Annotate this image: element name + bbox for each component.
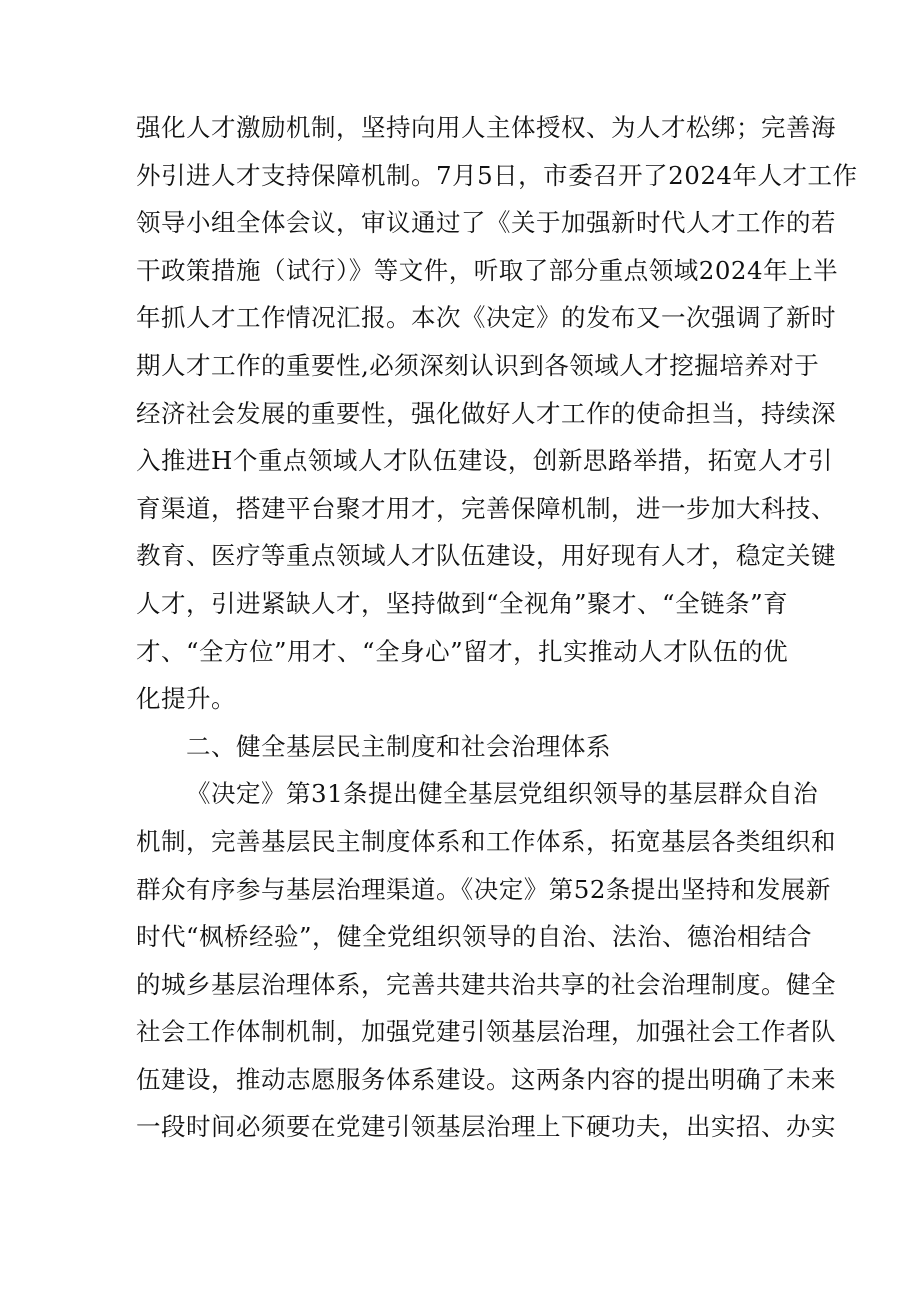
paragraph-line: 期人才工作的重要性,必须深刻认识到各领域人才挖掘培养对于: [136, 350, 820, 380]
paragraph-line: 化提升。: [136, 684, 236, 714]
paragraph-line: 领导小组全体会议，审议通过了《关于加强新时代人才工作的若: [136, 208, 836, 238]
paragraph-line: 入推进H个重点领域人才队伍建设，创新思路举措，拓宽人才引: [136, 446, 833, 476]
paragraph-line: 《决定》第31条提出健全基层党组织领导的基层群众自治: [186, 779, 819, 809]
paragraph-line: 强化人才激励机制，坚持向用人主体授权、为人才松绑；完善海: [136, 113, 836, 142]
paragraph-line: 年抓人才工作情况汇报。本次《决定》的发布又一次强调了新时: [136, 303, 836, 333]
document-body: [136, 104, 858, 1151]
paragraph-line: 人才，引进紧缺人才，坚持做到“全视角”聚才、“全链条”育: [136, 588, 789, 618]
paragraph-talent-work: [136, 104, 858, 723]
paragraph-line: 才、“全方位”用才、“全身心”留才，扎实推动人才队伍的优: [136, 636, 789, 666]
paragraph-line: 伍建设，推动志愿服务体系建设。这两条内容的提出明确了未来: [136, 1064, 836, 1094]
paragraph-line: 的城乡基层治理体系，完善共建共治共享的社会治理制度。健全: [136, 969, 836, 999]
paragraph-line: 一段时间必须要在党建引领基层治理上下硬功夫，出实招、办实: [136, 1112, 836, 1142]
paragraph-line: 干政策措施（试行）》等文件，听取了部分重点领域2024年上半: [136, 255, 839, 285]
paragraph-line: 经济社会发展的重要性，强化做好人才工作的使命担当，持续深: [136, 398, 836, 428]
paragraph-line: 社会工作体制机制，加强党建引领基层治理，加强社会工作者队: [136, 1017, 836, 1047]
section-heading: 二、健全基层民主制度和社会治理体系: [186, 731, 611, 761]
paragraph-grassroots-governance: [136, 770, 836, 1151]
paragraph-line: 时代“枫桥经验”，健全党组织领导的自治、法治、德治相结合: [136, 922, 813, 952]
paragraph-line: 教育、医疗等重点领域人才队伍建设，用好现有人才，稳定关键: [136, 541, 836, 571]
paragraph-line: 外引进人才支持保障机制。7月5日，市委召开了2024年人才工作: [136, 160, 858, 190]
paragraph-line: 群众有序参与基层治理渠道。《决定》第52条提出坚持和发展新: [136, 874, 831, 904]
paragraph-line: 机制，完善基层民主制度体系和工作体系，拓宽基层各类组织和: [136, 826, 836, 856]
paragraph-line: 育渠道，搭建平台聚才用才，完善保障机制，进一步加大科技、: [136, 493, 836, 523]
